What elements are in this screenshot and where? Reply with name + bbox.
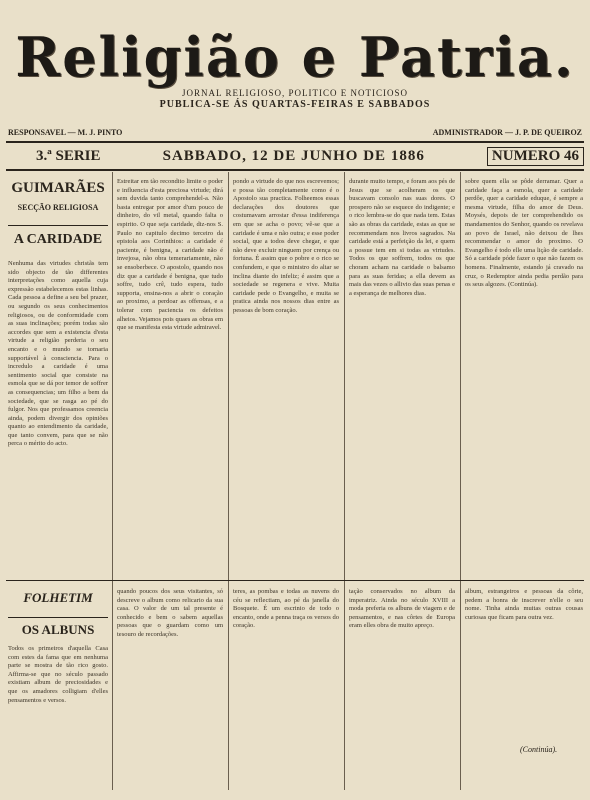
folhetim-column-1: Todos os primeiros d'aquella Casa com estes da fama que em nenhuma parte se mostra de tão rico gosto. Affirma-se que no século passado existiam album de preciosidades e que os amadores colligiam d'elles pensamentos e versos. (8, 645, 108, 704)
credits-line (8, 128, 582, 140)
newspaper-subtitle: JORNAL RELIGIOSO, POLITICO E NOTICIOSO (182, 88, 408, 98)
continued-note: (Continúa). (520, 745, 558, 754)
publication-frequency: PUBLICA-SE ÁS QUARTAS-FEIRAS E SABBADOS (159, 99, 431, 110)
article-heading: A CARIDADE (8, 225, 108, 248)
folhetim-column-2: quando poucos dos seus visitantes, só descreve o album como relicario da sua casa. O valor de um tal presente é conhecido e bem o sabem aquellas pessoas que o guardam como um tesouro de recordações. (117, 588, 223, 638)
article-column-2: Estreitar em tão recondito limite o poder e influencia d'esta preciosa virtude; dirá sem duvida tanto comprehendel-a. Não basta entregar por amor d'um pouco de dinheiro, do vil metal, quando falta o espirito. O que seja caridade, diz-nos S. Paulo no capitulo decimo terceiro da epistola aos Corinthios: a caridade é paciente, é benigna, a caridade não é invejosa, não obra temerariamente, não se ensoberbece. O apostolo, quando nos diz que a caridade é benigna, que tudo soffre, tudo crê, tudo espera, tudo supporta, ensina-nos a abrir o coração ao proximo, a perdoar as offensas, e a tolerar com paciencia os defeitos alheios. Vejamos pois quaes as obras em que se manifesta esta virtude admiravel. (117, 178, 223, 332)
section-rubric: SECÇÃO RELIGIOSA (17, 203, 99, 212)
folhetim-column-4: tação conservados no album da imperatriz. Ainda no século XVIII a moda preferia os albuns de viagem e de pensamentos, e nas côrtes de Europa eram elles obra de muito apreço. (349, 588, 455, 630)
article-column-3: pondo a virtude do que nos escrevemos; e possa tão completamente como é o Apostolo sua practica. Folheemos essas declarações dos doutores que costumavam arrostar d'essa indiferença em que se acha o povo; vê-se que a caridade é uma e não outra; e esse poder social, que a todos deve chegar, e que não deve excluir ninguem por crença ou fortuna. É assim que o pobre e o rico se confundem, e que o ministro do altar se inclina diante do infeliz; é assim que a sociedade se regenera e vive. Muita caridade pede o Evangelho, e muita se pratica ainda nos nossos dias entre as pessoas de bom coração. (233, 178, 339, 314)
folhetim-heading: OS ALBUNS (8, 617, 108, 638)
place-heading: GUIMARÃES (11, 180, 105, 196)
masthead (0, 20, 590, 115)
article-column-4: durante muito tempo, e foram aos pés de Jesus que se acolheram os que buscavam consolo nas suas dores. O prospero não se esquece do indigente; e o rico lembra-se do que nada tem. Estas são as obras da caridade, estas as que se recommendam nos livros sagrados. Na caridade está a perfeição da lei, e quem a possue tem em si todas as virtudes. Todos os que soffrem, todos os que choram acham na caridade o balsamo para as suas feridas; a ella devem as mais das vezes o allivio das suas penas e a esperança de melhores dias. (349, 178, 455, 297)
issue-number: NUMERO 46 (487, 147, 584, 166)
column-rule (344, 172, 345, 790)
section-separator (6, 580, 584, 581)
article-column-5: sobre quem ella se pôde derramar. Quer a caridade faça a esmola, quer a caridade perdôe, quer a caridade eduque, é sempre a mesma virtude, filha do amor de Deus. Moysés, depois de ter comprehendido os mandamentos do Senhor, quando os revelava ao povo de Israel, não deixou de lhes recommendar o amor do proximo. O Evangelho é todo elle uma lição de caridade. Só a caridade póde fazer o que não fazem os homens. Finalmente, estando já cravado na cruz, o Redemptor ainda pedia perdão para os seus algozes. (Continúa). (465, 178, 583, 289)
folhetim-column-5: album, estrangeiros e pessoas da côrte, pedem a honra de inscrever n'elle o seu nome. Tinha ainda muitas outras cousas curiosas que ficam para outra vez. (465, 588, 583, 621)
article-column-1: Nenhuma das virtudes christãs tem sido objecto de tão differentes interpretações como aquella cuja expressão estabelecemos estas linhas. Cada pessoa a define a seu bel prazer, ou segundo os seus conhecimentos religiosos, ou de conformidade com as suas inclinações; porém todas são accordes que sem a existencia d'esta virtude a religião perderia o seu encanto e o mundo se tornaria supportável à consciencia. Para o incredulo a caridade é uma sentimento social que consiste na esmola que se dá por temor de soffrer as consequencias; um filho a bem da sociedade, que se rasga ao pé do fulgor. Nos que professamos creencia ainda, podem divergir dos opiniões quanto ao entendimento da caridade, que tanto convem, para que se não perca o mérito do acto. (8, 260, 108, 448)
administrator: ADMINISTRADOR — J. P. DE QUEIROZ (432, 128, 582, 137)
column-rule (460, 172, 461, 790)
newspaper-title: Religião e Patria. (15, 25, 575, 89)
issue-date: SABBADO, 12 DE JUNHO DE 1886 (162, 147, 425, 164)
folhetim-rubric: FOLHETIM (23, 590, 93, 605)
issue-series: 3.ª SERIE (36, 147, 101, 164)
issue-info-bar (6, 141, 584, 171)
responsible-editor: RESPONSAVEL — M. J. PINTO (8, 128, 123, 137)
column-rule (228, 172, 229, 790)
column-rule (112, 172, 113, 790)
folhetim-column-3: teres, as pombas e todas as nuvens do céu se reflectiam, ao pé da janella do Bosquete. É um escrinio de todo o encanto, onde a penna traça os versos do coração. (233, 588, 339, 630)
